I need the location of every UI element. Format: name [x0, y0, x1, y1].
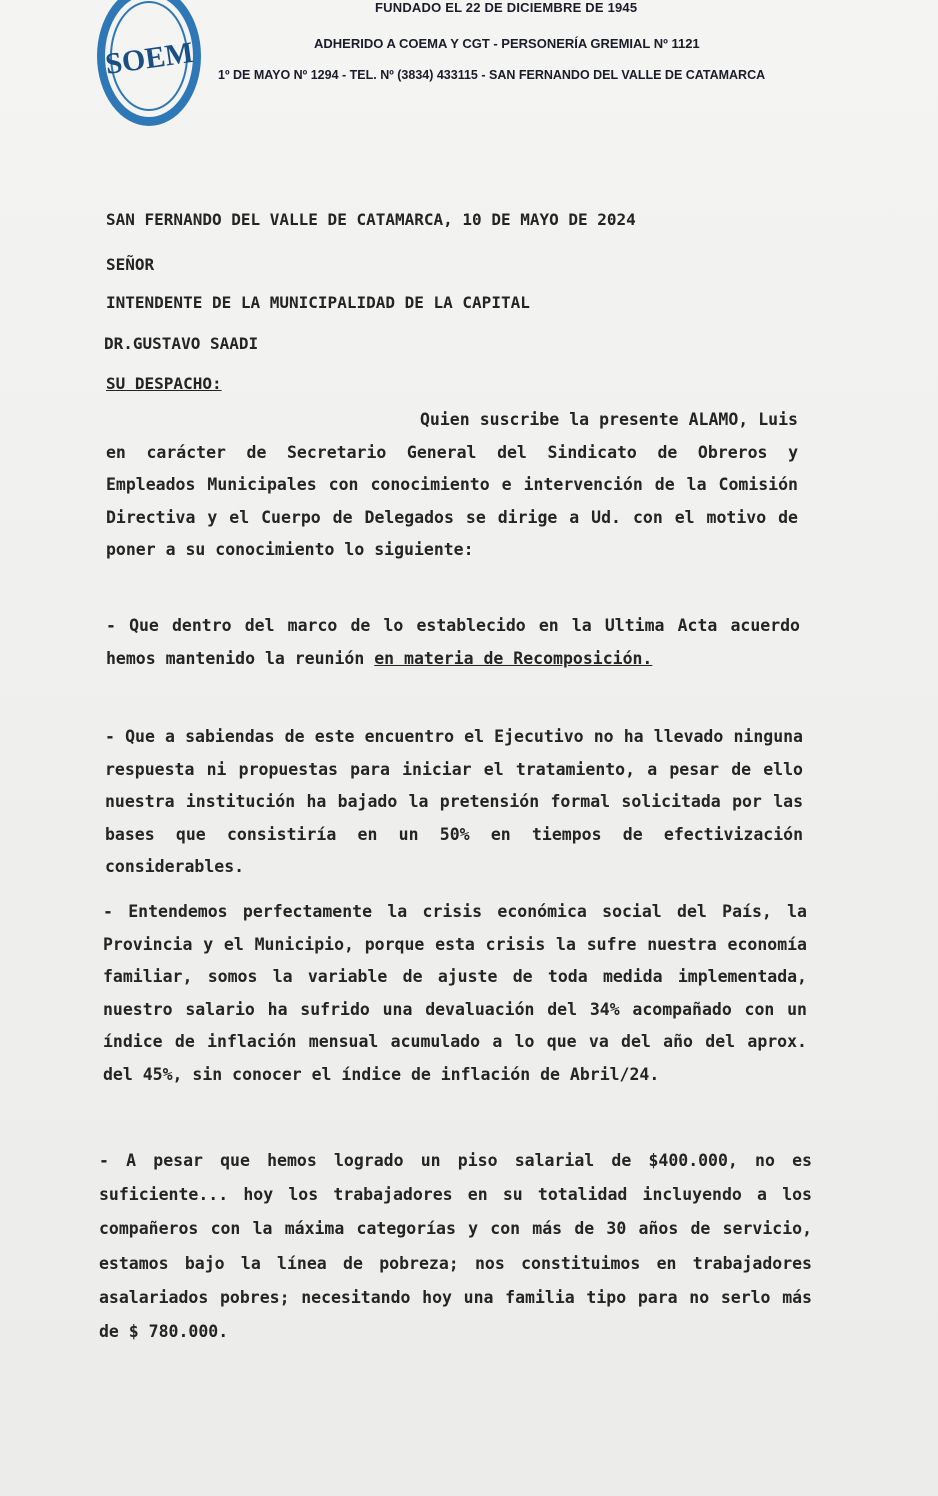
point-1-paragraph: [106, 610, 800, 675]
union-logo: [94, 0, 204, 132]
logo-text: SOEM: [103, 35, 196, 81]
recipient-name: DR.GUSTAVO SAADI: [104, 334, 259, 353]
point-1-underlined: en materia de Recomposición.: [374, 648, 653, 668]
recipient-title: INTENDENTE DE LA MUNICIPALIDAD DE LA CAPITAL: [106, 293, 530, 312]
header-founded: FUNDADO EL 22 DE DICIEMBRE DE 1945: [375, 0, 638, 15]
salutation: SEÑOR: [106, 255, 155, 274]
point-2-paragraph: - Que a sabiendas de este encuentro el Ejecutivo no ha llevado ninguna respuesta ni propuestas para iniciar el tratamiento, a pesar de ello nuestra institución ha bajado la pretensión formal solicitada por las bases que consistiría en un 50% en tiempos de efectivización considerables.: [105, 727, 803, 876]
point-4-paragraph: - A pesar que hemos logrado un piso salarial de $400.000, no es suficiente... hoy los trabajadores en su totalidad incluyendo a los compañeros con la máxima categorías y con más de 30 años de servicio, estamos bajo la línea de pobreza; nos constituimos en trabajadores asalariados pobres; necesitando hoy una familia tipo para no serlo más de $ 780.000.: [99, 1151, 812, 1342]
point-3-paragraph: - Entendemos perfectamente la crisis económica social del País, la Provincia y el Municipio, porque esta crisis la sufre nuestra economía familiar, somos la variable de ajuste de toda medida implementada, nuestro salario ha sufrido una devaluación del 34% acompañado con un índice de inflación mensual acumulado a lo que va del año del aprox. del 45%, sin conocer el índice de inflación de Abril/24.: [103, 902, 807, 1084]
header-address: 1º DE MAYO Nº 1294 - TEL. Nº (3834) 433115 - SAN FERNANDO DEL VALLE DE CATAMARCA: [218, 68, 766, 82]
intro-paragraph: Quien suscribe la presente ALAMO, Luis en carácter de Secretario General del Sindicato de Obreros y Empleados Municipales con conocimiento e intervención de la Comisión Directiva y el Cuerpo de Delegados se dirige a Ud. con el motivo de poner a su conocimiento lo siguiente:: [106, 410, 798, 559]
despacho-line: SU DESPACHO:: [106, 374, 222, 393]
header-affiliation: ADHERIDO A COEMA Y CGT - PERSONERÍA GREMIAL Nº 1121: [314, 36, 700, 51]
point-1-text: - Que dentro del marco de lo establecido en la Ultima Acta acuerdo hemos mantenido la reunión: [106, 616, 800, 668]
place-date: SAN FERNANDO DEL VALLE DE CATAMARCA, 10 DE MAYO DE 2024: [106, 210, 636, 229]
